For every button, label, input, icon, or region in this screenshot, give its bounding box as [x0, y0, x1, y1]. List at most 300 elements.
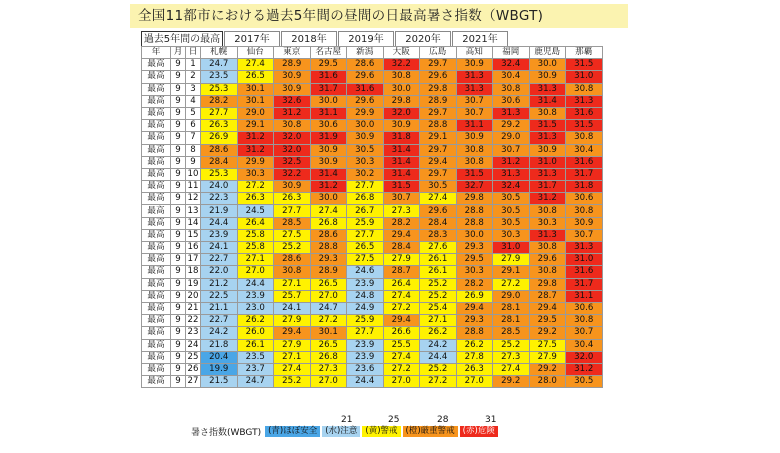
wbgt-value-cell: 26.4	[237, 217, 274, 229]
wbgt-value-cell: 30.4	[566, 144, 603, 156]
wbgt-value-cell: 23.5	[237, 351, 274, 363]
tab-2019[interactable]: 2019年	[338, 31, 394, 46]
wbgt-value-cell: 30.8	[566, 205, 603, 217]
wbgt-value-cell: 23.9	[347, 278, 384, 290]
wbgt-value-cell: 31.7	[566, 168, 603, 180]
row-label-cell: 最高	[142, 205, 171, 217]
wbgt-value-cell: 21.8	[201, 339, 238, 351]
column-header: 新潟	[347, 47, 384, 59]
table-row	[142, 376, 603, 388]
wbgt-value-cell: 28.2	[456, 278, 493, 290]
wbgt-value-cell: 27.9	[274, 315, 311, 327]
table-row	[142, 315, 603, 327]
wbgt-value-cell: 30.3	[347, 156, 384, 168]
wbgt-value-cell: 27.0	[383, 376, 420, 388]
month-cell: 9	[171, 71, 186, 83]
wbgt-value-cell: 28.7	[529, 290, 566, 302]
day-cell: 23	[186, 327, 201, 339]
wbgt-value-cell: 31.7	[566, 278, 603, 290]
wbgt-value-cell: 24.9	[347, 302, 384, 314]
wbgt-value-cell: 27.2	[383, 302, 420, 314]
wbgt-value-cell: 31.3	[493, 168, 530, 180]
wbgt-value-cell: 30.6	[310, 120, 347, 132]
wbgt-value-cell: 31.7	[310, 83, 347, 95]
wbgt-value-cell: 27.4	[310, 205, 347, 217]
wbgt-value-cell: 30.7	[456, 107, 493, 119]
wbgt-value-cell: 30.0	[383, 83, 420, 95]
month-cell: 9	[171, 266, 186, 278]
wbgt-value-cell: 26.3	[456, 363, 493, 375]
column-header: 仙台	[237, 47, 274, 59]
column-header: 月	[171, 47, 186, 59]
wbgt-value-cell: 30.6	[566, 193, 603, 205]
wbgt-value-cell: 29.7	[420, 59, 457, 71]
wbgt-value-cell: 26.9	[201, 132, 238, 144]
tab-2020[interactable]: 2020年	[395, 31, 451, 46]
wbgt-value-cell: 29.7	[420, 168, 457, 180]
wbgt-value-cell: 27.1	[274, 278, 311, 290]
wbgt-value-cell: 30.7	[566, 327, 603, 339]
day-cell: 19	[186, 278, 201, 290]
wbgt-value-cell: 30.1	[310, 327, 347, 339]
wbgt-value-cell: 31.2	[493, 156, 530, 168]
wbgt-value-cell: 26.1	[237, 339, 274, 351]
wbgt-value-cell: 27.5	[529, 339, 566, 351]
day-cell: 16	[186, 242, 201, 254]
wbgt-value-cell: 31.8	[383, 132, 420, 144]
wbgt-value-cell: 30.6	[493, 95, 530, 107]
wbgt-value-cell: 27.3	[493, 351, 530, 363]
wbgt-value-cell: 31.8	[566, 181, 603, 193]
wbgt-value-cell: 24.4	[420, 351, 457, 363]
wbgt-value-cell: 29.3	[456, 315, 493, 327]
wbgt-value-cell: 27.1	[420, 315, 457, 327]
table-row	[142, 193, 603, 205]
wbgt-value-cell: 24.7	[201, 59, 238, 71]
wbgt-value-cell: 29.4	[383, 315, 420, 327]
wbgt-value-cell: 31.0	[566, 71, 603, 83]
month-cell: 9	[171, 229, 186, 241]
table-row	[142, 229, 603, 241]
wbgt-value-cell: 26.7	[347, 205, 384, 217]
wbgt-value-cell: 23.9	[347, 339, 384, 351]
wbgt-value-cell: 30.5	[420, 181, 457, 193]
wbgt-value-cell: 32.0	[274, 144, 311, 156]
row-label-cell: 最高	[142, 266, 171, 278]
row-label-cell: 最高	[142, 315, 171, 327]
month-cell: 9	[171, 181, 186, 193]
wbgt-value-cell: 30.1	[237, 83, 274, 95]
wbgt-value-cell: 21.5	[201, 376, 238, 388]
wbgt-value-cell: 23.9	[201, 229, 238, 241]
wbgt-table	[141, 46, 603, 388]
wbgt-value-cell: 30.6	[566, 302, 603, 314]
wbgt-value-cell: 21.1	[201, 302, 238, 314]
wbgt-value-cell: 29.6	[420, 71, 457, 83]
wbgt-value-cell: 28.1	[493, 315, 530, 327]
wbgt-value-cell: 27.2	[420, 376, 457, 388]
wbgt-value-cell: 30.7	[456, 95, 493, 107]
tab-2018[interactable]: 2018年	[281, 31, 337, 46]
wbgt-value-cell: 29.8	[529, 278, 566, 290]
column-header: 福岡	[493, 47, 530, 59]
wbgt-value-cell: 26.2	[420, 327, 457, 339]
wbgt-value-cell: 26.3	[201, 120, 238, 132]
wbgt-value-cell: 28.6	[274, 254, 311, 266]
column-header: 年	[142, 47, 171, 59]
wbgt-value-cell: 31.5	[383, 181, 420, 193]
wbgt-value-cell: 31.4	[383, 168, 420, 180]
month-cell: 9	[171, 107, 186, 119]
day-cell: 10	[186, 168, 201, 180]
wbgt-value-cell: 31.5	[566, 59, 603, 71]
wbgt-value-cell: 30.2	[347, 168, 384, 180]
wbgt-value-cell: 26.4	[383, 278, 420, 290]
wbgt-value-cell: 28.8	[456, 217, 493, 229]
wbgt-value-cell: 26.2	[456, 339, 493, 351]
wbgt-value-cell: 27.2	[383, 363, 420, 375]
table-row	[142, 339, 603, 351]
wbgt-value-cell: 30.5	[493, 205, 530, 217]
column-header: 日	[186, 47, 201, 59]
threshold-label: 25	[388, 415, 400, 425]
wbgt-value-cell: 31.1	[456, 120, 493, 132]
wbgt-value-cell: 31.2	[274, 107, 311, 119]
wbgt-value-cell: 30.7	[566, 229, 603, 241]
wbgt-value-cell: 29.7	[420, 144, 457, 156]
row-label-cell: 最高	[142, 71, 171, 83]
wbgt-value-cell: 27.1	[274, 351, 311, 363]
column-header: 高知	[456, 47, 493, 59]
wbgt-value-cell: 30.8	[383, 71, 420, 83]
wbgt-value-cell: 31.3	[566, 242, 603, 254]
day-cell: 17	[186, 254, 201, 266]
wbgt-value-cell: 30.3	[237, 168, 274, 180]
wbgt-value-cell: 26.8	[310, 217, 347, 229]
day-cell: 4	[186, 95, 201, 107]
wbgt-value-cell: 30.9	[274, 83, 311, 95]
table-row	[142, 351, 603, 363]
tab-past-5-years[interactable]: 過去5年間の最高	[141, 31, 223, 46]
wbgt-value-cell: 24.7	[237, 376, 274, 388]
table-row	[142, 107, 603, 119]
wbgt-value-cell: 31.4	[383, 156, 420, 168]
tab-2021[interactable]: 2021年	[452, 31, 508, 46]
wbgt-value-cell: 25.8	[237, 229, 274, 241]
day-cell: 27	[186, 376, 201, 388]
wbgt-value-cell: 28.6	[310, 229, 347, 241]
table-row	[142, 95, 603, 107]
wbgt-value-cell: 23.9	[237, 290, 274, 302]
month-cell: 9	[171, 83, 186, 95]
wbgt-value-cell: 31.3	[566, 95, 603, 107]
day-cell: 1	[186, 59, 201, 71]
wbgt-value-cell: 25.2	[420, 290, 457, 302]
column-header: 名古屋	[310, 47, 347, 59]
column-header: 広島	[420, 47, 457, 59]
wbgt-value-cell: 24.4	[201, 217, 238, 229]
wbgt-value-cell: 31.6	[347, 83, 384, 95]
page-title: 全国11都市における過去5年間の昼間の日最高暑さ指数（WBGT)	[130, 4, 628, 28]
table-row	[142, 181, 603, 193]
wbgt-value-cell: 23.5	[201, 71, 238, 83]
day-cell: 3	[186, 83, 201, 95]
wbgt-value-cell: 30.7	[493, 144, 530, 156]
wbgt-value-cell: 28.4	[201, 156, 238, 168]
month-cell: 9	[171, 339, 186, 351]
day-cell: 8	[186, 144, 201, 156]
wbgt-value-cell: 31.1	[566, 290, 603, 302]
wbgt-value-cell: 30.9	[456, 132, 493, 144]
day-cell: 5	[186, 107, 201, 119]
wbgt-value-cell: 26.5	[347, 242, 384, 254]
wbgt-value-cell: 30.9	[274, 181, 311, 193]
wbgt-value-cell: 25.5	[383, 339, 420, 351]
legend-item-orange: (橙)厳重警戒	[403, 426, 458, 437]
wbgt-value-cell: 29.4	[529, 302, 566, 314]
table-row	[142, 254, 603, 266]
wbgt-value-cell: 31.3	[529, 168, 566, 180]
day-cell: 25	[186, 351, 201, 363]
day-cell: 6	[186, 120, 201, 132]
table-row	[142, 71, 603, 83]
table-row	[142, 83, 603, 95]
wbgt-value-cell: 26.5	[310, 278, 347, 290]
row-label-cell: 最高	[142, 107, 171, 119]
wbgt-value-cell: 27.4	[237, 59, 274, 71]
wbgt-value-cell: 23.9	[347, 351, 384, 363]
wbgt-value-cell: 30.5	[493, 193, 530, 205]
wbgt-value-cell: 31.2	[310, 181, 347, 193]
wbgt-value-cell: 32.0	[274, 132, 311, 144]
wbgt-value-cell: 28.9	[274, 59, 311, 71]
wbgt-value-cell: 30.4	[566, 339, 603, 351]
wbgt-value-cell: 27.6	[420, 242, 457, 254]
wbgt-value-cell: 23.6	[347, 363, 384, 375]
wbgt-value-cell: 30.3	[529, 217, 566, 229]
day-cell: 7	[186, 132, 201, 144]
row-label-cell: 最高	[142, 229, 171, 241]
wbgt-value-cell: 30.7	[383, 193, 420, 205]
row-label-cell: 最高	[142, 290, 171, 302]
wbgt-value-cell: 31.3	[529, 132, 566, 144]
wbgt-value-cell: 29.9	[237, 156, 274, 168]
wbgt-value-cell: 30.9	[347, 132, 384, 144]
wbgt-value-cell: 31.2	[237, 132, 274, 144]
wbgt-value-cell: 28.3	[420, 229, 457, 241]
day-cell: 26	[186, 363, 201, 375]
table-row	[142, 156, 603, 168]
wbgt-value-cell: 25.9	[347, 315, 384, 327]
wbgt-value-cell: 30.8	[456, 144, 493, 156]
month-cell: 9	[171, 242, 186, 254]
month-cell: 9	[171, 290, 186, 302]
wbgt-value-cell: 25.7	[274, 290, 311, 302]
wbgt-value-cell: 31.4	[383, 144, 420, 156]
wbgt-value-cell: 30.9	[529, 144, 566, 156]
row-label-cell: 最高	[142, 95, 171, 107]
day-cell: 20	[186, 290, 201, 302]
table-row	[142, 205, 603, 217]
wbgt-value-cell: 29.2	[493, 376, 530, 388]
row-label-cell: 最高	[142, 144, 171, 156]
wbgt-value-cell: 29.4	[383, 229, 420, 241]
wbgt-value-cell: 31.0	[529, 156, 566, 168]
wbgt-value-cell: 29.4	[420, 156, 457, 168]
row-label-cell: 最高	[142, 83, 171, 95]
wbgt-value-cell: 22.3	[201, 193, 238, 205]
row-label-cell: 最高	[142, 363, 171, 375]
day-cell: 13	[186, 205, 201, 217]
wbgt-value-cell: 21.2	[201, 278, 238, 290]
wbgt-value-cell: 30.0	[456, 229, 493, 241]
day-cell: 9	[186, 156, 201, 168]
wbgt-value-cell: 29.2	[529, 363, 566, 375]
wbgt-value-cell: 26.9	[456, 290, 493, 302]
wbgt-value-cell: 29.3	[456, 242, 493, 254]
wbgt-value-cell: 23.0	[237, 302, 274, 314]
wbgt-value-cell: 28.6	[347, 59, 384, 71]
wbgt-value-cell: 30.5	[566, 376, 603, 388]
wbgt-value-cell: 27.7	[347, 327, 384, 339]
wbgt-value-cell: 31.3	[529, 229, 566, 241]
wbgt-value-cell: 32.5	[274, 156, 311, 168]
wbgt-value-cell: 29.4	[274, 327, 311, 339]
wbgt-value-cell: 25.3	[201, 83, 238, 95]
wbgt-value-cell: 28.5	[274, 217, 311, 229]
month-cell: 9	[171, 302, 186, 314]
month-cell: 9	[171, 315, 186, 327]
wbgt-value-cell: 23.7	[237, 363, 274, 375]
wbgt-value-cell: 27.7	[274, 205, 311, 217]
wbgt-value-cell: 27.3	[383, 205, 420, 217]
month-cell: 9	[171, 193, 186, 205]
row-label-cell: 最高	[142, 278, 171, 290]
wbgt-value-cell: 31.5	[566, 120, 603, 132]
wbgt-value-cell: 31.3	[456, 71, 493, 83]
wbgt-value-cell: 28.1	[493, 302, 530, 314]
threshold-label: 28	[437, 415, 449, 425]
row-label-cell: 最高	[142, 254, 171, 266]
row-label-cell: 最高	[142, 181, 171, 193]
wbgt-value-cell: 27.0	[237, 266, 274, 278]
wbgt-value-cell: 31.7	[529, 181, 566, 193]
table-row	[142, 120, 603, 132]
wbgt-value-cell: 31.5	[456, 168, 493, 180]
wbgt-value-cell: 29.2	[529, 327, 566, 339]
wbgt-value-cell: 26.5	[237, 71, 274, 83]
month-cell: 9	[171, 254, 186, 266]
table-body	[142, 59, 603, 388]
column-header: 那覇	[566, 47, 603, 59]
wbgt-value-cell: 24.5	[237, 205, 274, 217]
wbgt-value-cell: 32.4	[493, 181, 530, 193]
wbgt-value-cell: 24.0	[201, 181, 238, 193]
day-cell: 22	[186, 315, 201, 327]
table-row	[142, 327, 603, 339]
table-row	[142, 132, 603, 144]
day-cell: 11	[186, 181, 201, 193]
wbgt-value-cell: 27.0	[310, 376, 347, 388]
wbgt-value-cell: 27.9	[529, 351, 566, 363]
row-label-cell: 最高	[142, 327, 171, 339]
wbgt-value-cell: 27.4	[383, 351, 420, 363]
threshold-label: 31	[485, 415, 497, 425]
table-row	[142, 144, 603, 156]
wbgt-value-cell: 30.9	[310, 144, 347, 156]
wbgt-value-cell: 27.4	[493, 363, 530, 375]
column-header: 大阪	[383, 47, 420, 59]
wbgt-value-cell: 28.8	[456, 327, 493, 339]
wbgt-value-cell: 28.4	[420, 217, 457, 229]
wbgt-value-cell: 29.5	[529, 315, 566, 327]
wbgt-value-cell: 27.9	[274, 339, 311, 351]
wbgt-value-cell: 31.0	[566, 254, 603, 266]
wbgt-value-cell: 30.9	[529, 71, 566, 83]
month-cell: 9	[171, 156, 186, 168]
wbgt-value-cell: 30.8	[529, 205, 566, 217]
wbgt-value-cell: 27.9	[383, 254, 420, 266]
wbgt-value-cell: 25.2	[493, 339, 530, 351]
wbgt-value-cell: 30.5	[347, 144, 384, 156]
wbgt-value-cell: 22.0	[201, 266, 238, 278]
wbgt-value-cell: 27.2	[493, 278, 530, 290]
month-cell: 9	[171, 168, 186, 180]
row-label-cell: 最高	[142, 59, 171, 71]
legend	[191, 425, 500, 438]
wbgt-value-cell: 27.3	[310, 363, 347, 375]
month-cell: 9	[171, 278, 186, 290]
wbgt-value-cell: 29.5	[456, 254, 493, 266]
wbgt-value-cell: 25.4	[420, 302, 457, 314]
wbgt-value-cell: 31.6	[566, 266, 603, 278]
day-cell: 24	[186, 339, 201, 351]
wbgt-value-cell: 32.6	[274, 95, 311, 107]
wbgt-value-cell: 25.9	[347, 217, 384, 229]
table-row	[142, 266, 603, 278]
wbgt-value-cell: 31.2	[237, 144, 274, 156]
column-header: 札幌	[201, 47, 238, 59]
wbgt-value-cell: 30.3	[493, 229, 530, 241]
day-cell: 2	[186, 71, 201, 83]
wbgt-value-cell: 28.9	[310, 266, 347, 278]
row-label-cell: 最高	[142, 217, 171, 229]
month-cell: 9	[171, 217, 186, 229]
wbgt-value-cell: 25.2	[274, 376, 311, 388]
wbgt-value-cell: 27.2	[310, 315, 347, 327]
wbgt-value-cell: 31.0	[493, 242, 530, 254]
wbgt-value-cell: 30.8	[529, 266, 566, 278]
wbgt-value-cell: 29.7	[420, 107, 457, 119]
wbgt-value-cell: 29.6	[529, 254, 566, 266]
wbgt-value-cell: 32.2	[274, 168, 311, 180]
month-cell: 9	[171, 351, 186, 363]
wbgt-value-cell: 29.0	[493, 132, 530, 144]
wbgt-value-cell: 28.8	[420, 120, 457, 132]
wbgt-value-cell: 31.4	[529, 95, 566, 107]
legend-item-blue: (青)ほぼ安全	[265, 426, 320, 437]
tab-2017[interactable]: 2017年	[224, 31, 280, 46]
wbgt-value-cell: 30.8	[529, 107, 566, 119]
row-label-cell: 最高	[142, 242, 171, 254]
wbgt-value-cell: 30.8	[493, 83, 530, 95]
wbgt-value-cell: 28.4	[383, 242, 420, 254]
row-label-cell: 最高	[142, 302, 171, 314]
wbgt-value-cell: 32.2	[383, 59, 420, 71]
wbgt-value-cell: 24.2	[420, 339, 457, 351]
wbgt-value-cell: 30.0	[310, 193, 347, 205]
wbgt-value-cell: 26.0	[237, 327, 274, 339]
